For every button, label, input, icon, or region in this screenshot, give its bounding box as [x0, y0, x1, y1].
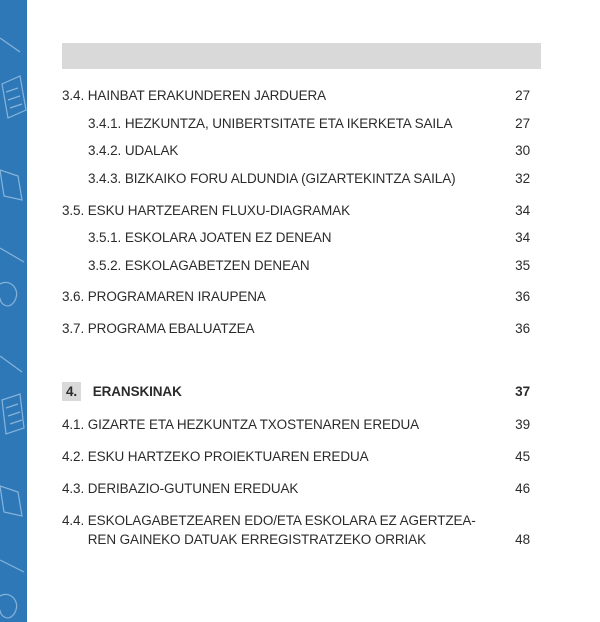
toc-entry-page: 30 [515, 143, 530, 158]
toc-entry-title: PROGRAMA EBALUATZEA [87, 321, 255, 336]
toc-entry-title: UDALAK [124, 143, 179, 158]
toc-entry-number: 3.4. [62, 88, 85, 103]
toc-entry-title-line-2: REN GAINEKO DATUAK ERREGISTRATZEKO ORRIAK [87, 532, 426, 547]
toc-entry-page: 35 [515, 258, 530, 273]
toc-entry-title: HAINBAT ERAKUNDEREN JARDUERA [87, 88, 327, 103]
toc-entry[interactable] [62, 511, 530, 549]
toc-entry-number: 3.4.2. [88, 143, 122, 158]
toc-section-number: 4. [62, 382, 81, 401]
toc-entry-page: 34 [515, 203, 530, 218]
toc-entry-number: 4.2. [62, 449, 85, 464]
toc-entry[interactable] [62, 287, 530, 306]
toc-entry[interactable] [62, 86, 530, 105]
toc-entry-title: GIZARTE ETA HEZKUNTZA TXOSTENAREN EREDUA [87, 417, 420, 432]
toc-entry-number: 3.5. [62, 203, 85, 218]
toc-entry-page: 34 [515, 230, 530, 245]
toc-entry-number: 4.4. [62, 513, 85, 528]
toc-entry-number: 3.4.3. [88, 171, 122, 186]
toc-entry-title-line-1: ESKOLAGABETZEAREN EDO/ETA ESKOLARA EZ AGERTZEA- [87, 513, 476, 528]
toc-entry-number: 3.5.2. [88, 258, 122, 273]
table-of-contents [62, 0, 530, 622]
toc-section-heading[interactable] [62, 382, 530, 401]
toc-entry-title: PROGRAMAREN IRAUPENA [87, 289, 266, 304]
toc-entry[interactable] [62, 201, 530, 220]
toc-entry-page: 45 [515, 449, 530, 464]
toc-entry-page: 27 [515, 88, 530, 103]
toc-subentry[interactable] [88, 228, 530, 247]
toc-subentry[interactable] [88, 114, 530, 133]
toc-entry-page: 36 [515, 321, 530, 336]
toc-entry-number: 3.6. [62, 289, 85, 304]
keyboard-icon [0, 170, 22, 200]
toc-entry[interactable] [62, 319, 530, 338]
toc-entry-number: 4.1. [62, 417, 85, 432]
toc-entry-page: 46 [515, 481, 530, 496]
toc-section-title: ERANSKINAK [92, 384, 182, 399]
toc-entry-number: 4.3. [62, 481, 85, 496]
toc-subentry[interactable] [88, 256, 530, 275]
toc-entry-page: 39 [515, 417, 530, 432]
toc-entry-title: ESKU HARTZEKO PROIEKTUAREN EREDUA [87, 449, 369, 464]
toc-entry-title: DERIBAZIO-GUTUNEN EREDUAK [87, 481, 299, 496]
decorative-side-strip [0, 0, 27, 622]
toc-subentry[interactable] [88, 169, 530, 188]
toc-entry-page: 32 [515, 171, 530, 186]
toc-entry-number: 3.7. [62, 321, 85, 336]
toc-entry-number: 3.4.1. [88, 116, 122, 131]
toc-entry-page: 27 [515, 116, 530, 131]
toc-entry-title: ESKU HARTZEAREN FLUXU-DIAGRAMAK [87, 203, 350, 218]
toc-entry-number: 3.5.1. [88, 230, 122, 245]
toc-section-page: 37 [515, 384, 530, 399]
book-icon [0, 486, 22, 516]
toc-entry-title: ESKOLARA JOATEN EZ DENEAN [124, 230, 332, 245]
toc-entry[interactable] [62, 447, 530, 466]
toc-entry[interactable] [62, 415, 530, 434]
calculator-icon [2, 76, 26, 118]
hand-icon [0, 282, 17, 305]
toc-subentry[interactable] [88, 141, 530, 160]
toc-entry-title: HEZKUNTZA, UNIBERTSITATE ETA IKERKETA SAILA [124, 116, 453, 131]
toc-entry-title: BIZKAIKO FORU ALDUNDIA (GIZARTEKINTZA SAILA) [124, 171, 456, 186]
toc-entry-page: 48 [515, 532, 530, 547]
toc-entry-title: ESKOLAGABETZEN DENEAN [124, 258, 310, 273]
toc-entry-page: 36 [515, 289, 530, 304]
toc-entry[interactable] [62, 479, 530, 498]
